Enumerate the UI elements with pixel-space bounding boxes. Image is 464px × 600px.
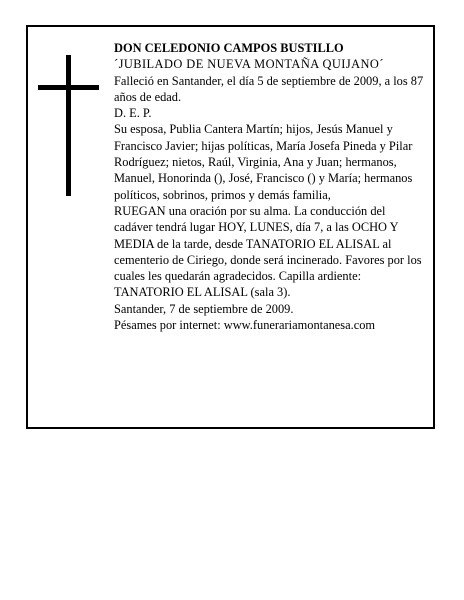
funeral-request: RUEGAN una oración por su alma. La conducción del cadáver tendrá lugar HOY, LUNES, día 7, a las OCHO Y MEDIA de la tarde, desde TANATORIO EL ALISAL al cementerio de Ciriego, donde será incinerado. Favores por los cuales les quedarán agradecidos. Capilla ardiente: TANATORIO EL ALISAL (sala 3). (114, 203, 422, 300)
latin-cross-icon (38, 55, 99, 196)
condolences-line: Pésames por internet: www.funerariamontanesa.com (114, 318, 376, 333)
deceased-title: ´JUBILADO DE NUEVA MONTAÑA QUIJANO´ (114, 57, 384, 72)
death-statement: Falleció en Santander, el día 5 de septiembre de 2009, a los 87 años de edad. (114, 73, 424, 104)
rip-text: D. E. P. (114, 106, 152, 121)
deceased-name: DON CELEDONIO CAMPOS BUSTILLO (114, 41, 344, 55)
cross-horizontal-bar (38, 85, 99, 90)
obituary-text (114, 40, 424, 333)
place-date: Santander, 7 de septiembre de 2009. (114, 301, 294, 316)
cross-vertical-bar (66, 55, 71, 196)
family-list: Su esposa, Publia Cantera Martín; hijos, Jesús Manuel y Francisco Javier; hijas políticas, María Josefa Pineda y Pilar Rodríguez; nietos, Raúl, Virginia, Ana y Juan; hermanos, Manuel, Honorinda (), José, Francisco () y María; hermanos políticos, sobrinos, primos y demás familia, (114, 122, 413, 202)
